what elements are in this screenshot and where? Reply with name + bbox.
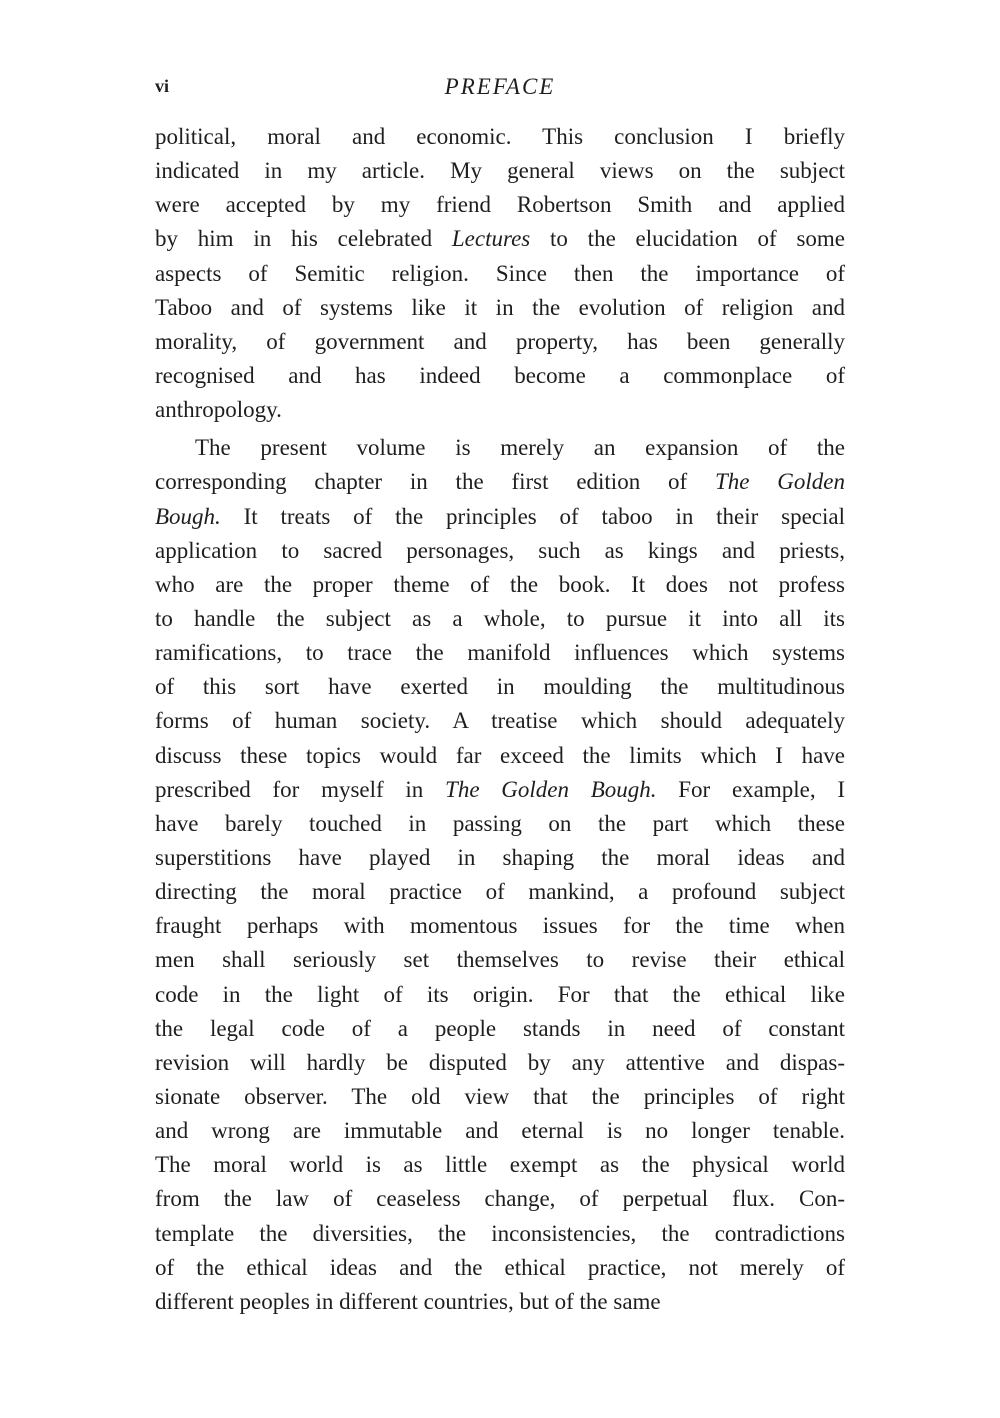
text-line: directing the moral practice of mankind, a profound subject (155, 879, 845, 905)
text-line: application to sacred personages, such as kings and priests, (155, 537, 845, 563)
text-line: sionate observer. The old view that the principles of right (155, 1083, 845, 1109)
text-line: superstitions have played in shaping the moral ideas and (155, 844, 845, 870)
text-line: discuss these topics would far exceed the limits which I have (155, 742, 845, 768)
italic-title: Bough. (155, 503, 221, 529)
text-line: code in the light of its origin. For that the ethical like (155, 981, 845, 1007)
text-line: aspects of Semitic religion. Since then the importance of (155, 260, 845, 286)
text-line: the legal code of a people stands in need of constant (155, 1015, 845, 1041)
text-line: of this sort have exerted in moulding the multitudinous (155, 674, 845, 700)
text-line: from the law of ceaseless change, of perpetual flux. Con- (155, 1186, 845, 1212)
text-line: to handle the subject as a whole, to pursue it into all its (155, 605, 845, 631)
text-line: of the ethical ideas and the ethical practice, not merely of (155, 1254, 845, 1280)
text-line: recognised and has indeed become a commonplace of (155, 362, 845, 388)
text-line: The present volume is merely an expansion of the (195, 435, 845, 461)
text-line: ramifications, to trace the manifold influences which systems (155, 640, 845, 666)
page-heading: PREFACE (444, 74, 556, 99)
text-line: corresponding chapter in the first edition of The Golden (155, 469, 845, 495)
text-line: fraught perhaps with momentous issues for the time when (155, 913, 845, 939)
italic-title: Lectures (451, 226, 531, 252)
text-line: by him in his celebrated Lectures to the elucidation of some (155, 226, 845, 252)
text-line: different peoples in different countries, but of the same (155, 1288, 661, 1314)
text-line: and wrong are immutable and eternal is no longer tenable. (155, 1118, 845, 1144)
text-line: template the diversities, the inconsistencies, the contradictions (155, 1220, 845, 1246)
text-line: anthropology. (155, 397, 282, 423)
italic-title: The Golden Bough. (445, 776, 657, 802)
page-number: vi (155, 76, 170, 96)
running-head (155, 70, 845, 110)
text-line: political, moral and economic. This conclusion I briefly (155, 124, 845, 149)
text-line: Taboo and of systems like it in the evolution of religion and (155, 294, 845, 320)
body-text (155, 120, 845, 1319)
text-line: morality, of government and property, has been generally (155, 328, 845, 354)
text-line: indicated in my article. My general views on the subject (155, 158, 845, 184)
text-line: have barely touched in passing on the part which these (155, 810, 845, 836)
text-line: prescribed for myself in The Golden Bough. For example, I (155, 776, 846, 802)
text-line: men shall seriously set themselves to revise their ethical (155, 947, 845, 973)
text-line: were accepted by my friend Robertson Smith and applied (155, 192, 845, 218)
text-line: who are the proper theme of the book. It does not profess (155, 571, 845, 597)
text-line: revision will hardly be disputed by any attentive and dispas- (155, 1049, 845, 1075)
text-line: Bough. It treats of the principles of taboo in their special (155, 503, 845, 529)
text-line: forms of human society. A treatise which should adequately (155, 708, 845, 734)
italic-title: The Golden (714, 469, 845, 495)
text-line: The moral world is as little exempt as the physical world (155, 1152, 845, 1178)
